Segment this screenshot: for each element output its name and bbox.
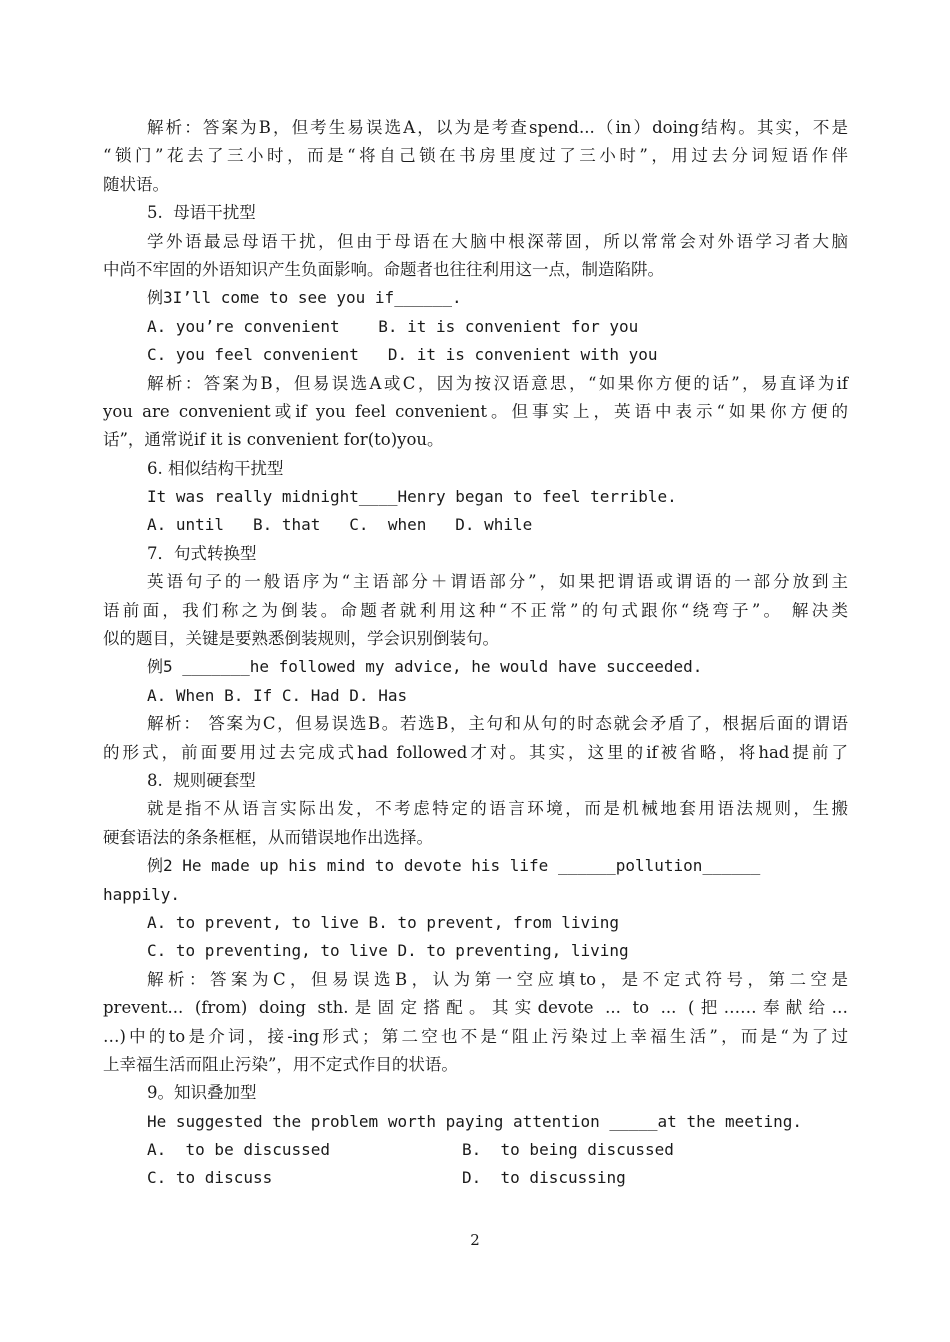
answer-options: A. until B. that C. when D. while [147, 515, 533, 535]
paragraph-line: 上幸福生活而阻止污染”，用不定式作目的状语。 [103, 1054, 458, 1074]
paragraph-line: you are convenient或if you feel convenient。但事实上，英语中表示“如果你方便的 [103, 401, 848, 421]
option-d: D. to discussing [462, 1168, 626, 1188]
option-b: B. to being discussed [462, 1140, 674, 1160]
paragraph-line: …)中的to是介词，接-ing形式；第二空也不是“阻止污染过上幸福生活”，而是“为了过 [103, 1026, 848, 1046]
paragraph-line: 话”，通常说if it is convenient for(to)you。 [103, 430, 444, 450]
section-heading: 5. 母语干扰型 [147, 203, 256, 223]
paragraph-line: 解析：答案为C，但易误选B，认为第一空应填to，是不定式符号，第二空是 [147, 969, 848, 989]
paragraph-line: 解析：答案为B，但考生易误选A，以为是考查spend...（in）doing结构。其实，不是 [147, 118, 848, 137]
page-number: 2 [470, 1231, 480, 1249]
paragraph-line: prevent... (from) doing sth.是固定搭配。其实devote ... to ... (把……奉献给… [103, 998, 848, 1018]
example-question: 例3I’ll come to see you if______. [147, 288, 462, 308]
document-body [103, 114, 848, 1193]
section-heading: 7．句式转换型 [147, 543, 257, 563]
option-c: C. to discuss [147, 1168, 273, 1188]
paragraph-line: 英语句子的一般语序为“主语部分＋谓语部分”，如果把谓语或谓语的一部分放到主 [147, 572, 848, 592]
paragraph-line: 中尚不牢固的外语知识产生负面影响。命题者也往往利用这一点，制造陷阱。 [103, 259, 664, 279]
answer-options: A. to prevent, to live B. to prevent, from living [147, 912, 620, 932]
answer-options: A. you’re convenient B. it is convenient for you [147, 316, 639, 336]
answer-options [103, 1136, 848, 1164]
paragraph-line: 随状语。 [103, 174, 169, 194]
paragraph-line: 的形式，前面要用过去完成式had followed才对。其实，这里的if被省略，将had提前了 [103, 742, 848, 762]
paragraph-line: 解析： 答案为C，但易误选B。若选B，主句和从句的时态就会矛盾了，根据后面的谓语 [147, 714, 848, 734]
example-question: 例2 He made up his mind to devote his life ______pollution______ [147, 856, 761, 876]
paragraph-line: 似的题目，关键是要熟悉倒装规则，学会识别倒装句。 [103, 629, 499, 649]
example-question: He suggested the problem worth paying attention _____at the meeting. [147, 1111, 803, 1131]
paragraph-line: 就是指不从语言实际出发，不考虑特定的语言环境，而是机械地套用语法规则，生搬 [147, 799, 848, 819]
paragraph-line: 学外语最忌母语干扰，但由于母语在大脑中根深蒂固，所以常常会对外语学习者大脑 [147, 231, 848, 251]
example-question: happily. [103, 884, 181, 904]
answer-options: C. to preventing, to live D. to preventing, living [147, 941, 629, 961]
answer-options: A. When B. If C. Had D. Has [147, 685, 408, 705]
option-a: A. to be discussed [147, 1140, 331, 1160]
answer-options [103, 1164, 848, 1192]
answer-options: C. you feel convenient D. it is convenient with you [147, 345, 658, 365]
paragraph-line: 语前面，我们称之为倒装。命题者就利用这种“不正常”的句式跟你“绕弯子”。 解决类 [103, 600, 848, 620]
section-heading: 8. 规则硬套型 [147, 770, 256, 790]
example-question: It was really midnight____Henry began to feel terrible. [147, 487, 677, 507]
paragraph-line: 硬套语法的条条框框，从而错误地作出选择。 [103, 827, 433, 847]
example-question: 例5 _______he followed my advice, he would have succeeded. [147, 657, 703, 677]
paragraph-line: 解析：答案为B，但易误选A或C，因为按汉语意思，“如果你方便的话”，易直译为if [147, 373, 848, 393]
section-heading: 6. 相似结构干扰型 [147, 458, 284, 478]
paragraph-line: “锁门”花去了三小时，而是“将自己锁在书房里度过了三小时”，用过去分词短语作伴 [103, 146, 848, 166]
section-heading: 9。知识叠加型 [147, 1083, 257, 1103]
